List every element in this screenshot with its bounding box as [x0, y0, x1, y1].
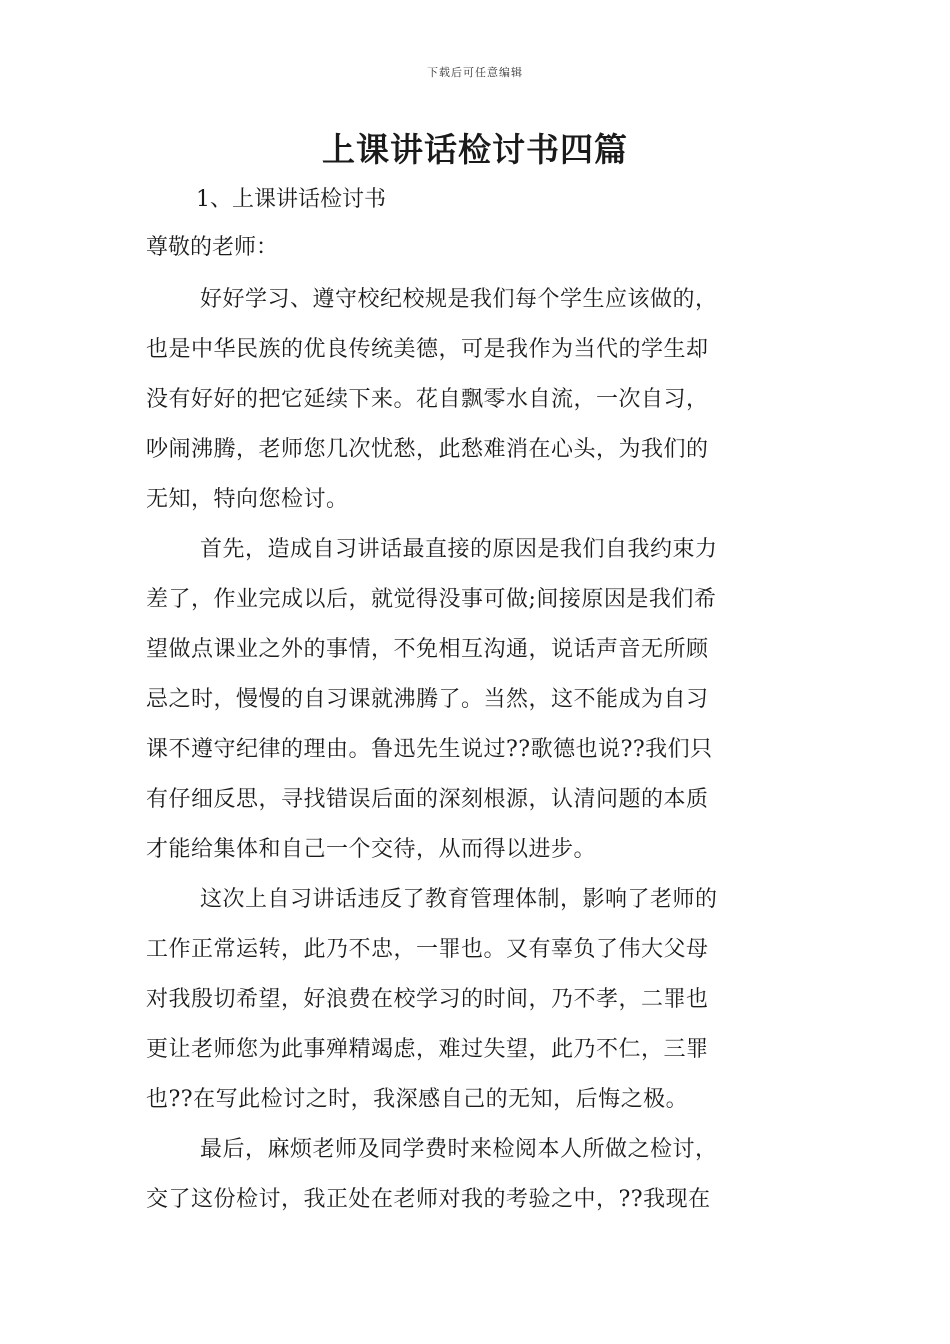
text-line: 望做点课业之外的事情，不免相互沟通，说话声音无所顾: [146, 637, 709, 662]
text-line: 吵闹沸腾，老师您几次忧愁，此愁难消在心头，为我们的: [146, 437, 709, 462]
body-text: [146, 275, 816, 1225]
text-line: 有仔细反思，寻找错误后面的深刻根源，认清问题的本质: [146, 787, 709, 812]
section-heading: 1、上课讲话检讨书: [196, 187, 386, 212]
text-line: 也是中华民族的优良传统美德，可是我作为当代的学生却: [146, 337, 709, 362]
text-line: 也??在写此检讨之时，我深感自己的无知，后悔之极。: [146, 1087, 689, 1112]
text-line: 工作正常运转，此乃不忠，一罪也。又有辜负了伟大父母: [146, 937, 709, 962]
text-line: 课不遵守纪律的理由。鲁迅先生说过??歌德也说??我们只: [146, 737, 713, 762]
document-title: 上课讲话检讨书四篇: [322, 130, 628, 169]
text-line: 没有好好的把它延续下来。花自飘零水自流，一次自习，: [146, 387, 709, 412]
text-line: 忌之时，慢慢的自习课就沸腾了。当然，这不能成为自习: [146, 687, 709, 712]
text-line: 无知，特向您检讨。: [146, 487, 349, 512]
text-line: 才能给集体和自己一个交待，从而得以进步。: [146, 837, 597, 862]
header-note: 下载后可任意编辑: [427, 66, 523, 79]
text-line: 差了，作业完成以后，就觉得没事可做;间接原因是我们希: [146, 587, 717, 612]
text-line: 好好学习、遵守校纪校规是我们每个学生应该做的，: [200, 287, 718, 312]
text-line: 首先，造成自习讲话最直接的原因是我们自我约束力: [200, 537, 718, 562]
text-line: 这次上自习讲话违反了教育管理体制，影响了老师的: [200, 887, 718, 912]
text-line: 更让老师您为此事殚精竭虑，难过失望，此乃不仁，三罪: [146, 1037, 709, 1062]
salutation: 尊敬的老师：: [146, 235, 279, 260]
text-line: 最后，麻烦老师及同学费时来检阅本人所做之检讨，: [200, 1137, 718, 1162]
text-line: 交了这份检讨，我正处在老师对我的考验之中，??我现在: [146, 1187, 711, 1212]
text-line: 对我殷切希望，好浪费在校学习的时间，乃不孝，二罪也: [146, 987, 709, 1012]
